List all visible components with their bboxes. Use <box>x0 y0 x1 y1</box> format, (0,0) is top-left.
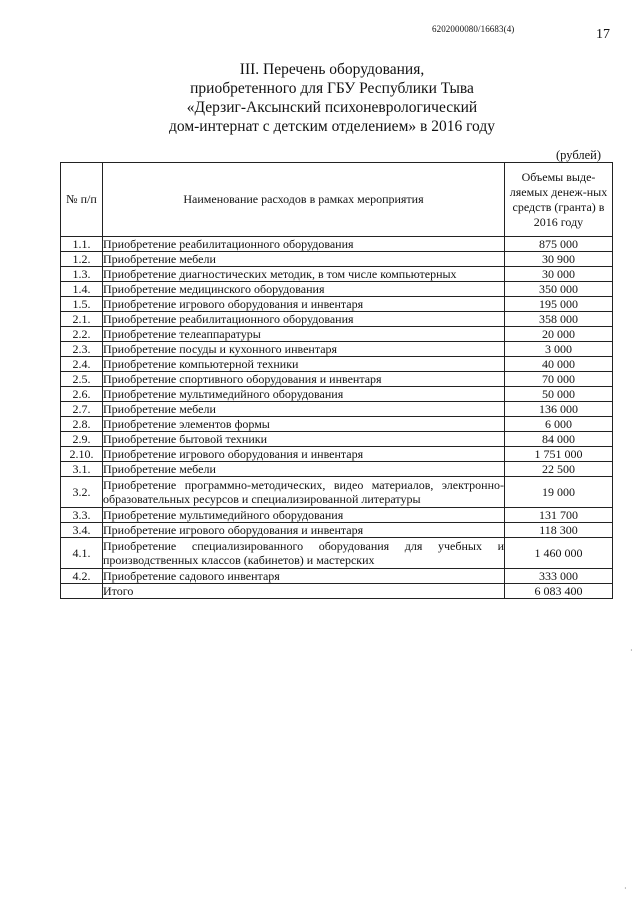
row-name: Приобретение программно-методических, видео материалов, электронно-образовательных ресурсов и специализированной литературы <box>103 478 504 506</box>
title-line: дом-интернат с детским отделением» в 2016 году <box>169 118 495 135</box>
table-row <box>61 357 613 372</box>
row-name: Приобретение мебели <box>103 252 505 267</box>
table-row <box>61 462 613 477</box>
table-row <box>61 569 613 584</box>
row-number: 2.4. <box>61 357 103 372</box>
table-row <box>61 327 613 342</box>
row-name: Приобретение игрового оборудования и инвентаря <box>103 523 505 538</box>
title-line: «Дерзиг-Аксынский психоневрологический <box>186 99 478 116</box>
row-number: 4.2. <box>61 569 103 584</box>
row-amount: 70 000 <box>505 372 613 387</box>
row-number: 1.5. <box>61 297 103 312</box>
row-name: Приобретение мультимедийного оборудования <box>103 508 505 523</box>
scan-mark: · <box>630 646 633 655</box>
row-number: 3.3. <box>61 508 103 523</box>
row-name: Приобретение мебели <box>103 402 505 417</box>
table-row <box>61 523 613 538</box>
row-amount: 6 000 <box>505 417 613 432</box>
row-number: 2.6. <box>61 387 103 402</box>
row-name: Приобретение игрового оборудования и инвентаря <box>103 297 505 312</box>
title-line: приобретенного для ГБУ Республики Тыва <box>190 80 474 97</box>
row-number: 4.1. <box>61 538 103 569</box>
header-amount: Объемы выде-ляемых денеж-ных средств (гранта) в 2016 году <box>505 163 613 237</box>
table-row <box>61 417 613 432</box>
row-number: 2.7. <box>61 402 103 417</box>
equipment-table <box>60 162 613 599</box>
row-name: Приобретение элементов формы <box>103 417 505 432</box>
row-number: 1.1. <box>61 237 103 252</box>
table-row <box>61 237 613 252</box>
table-row <box>61 312 613 327</box>
row-name: Приобретение бытовой техники <box>103 432 505 447</box>
table-row <box>61 402 613 417</box>
table-row <box>61 447 613 462</box>
row-name: Приобретение посуды и кухонного инвентаря <box>103 342 505 357</box>
title-line: III. Перечень оборудования, <box>239 61 425 78</box>
page-number: 17 <box>596 27 610 42</box>
row-amount: 40 000 <box>505 357 613 372</box>
table-header-row <box>61 163 613 237</box>
row-number: 2.1. <box>61 312 103 327</box>
row-amount: 131 700 <box>505 508 613 523</box>
row-number: 3.4. <box>61 523 103 538</box>
row-amount: 3 000 <box>505 342 613 357</box>
row-amount: 20 000 <box>505 327 613 342</box>
header-number: № п/п <box>61 163 103 237</box>
unit-label: (рублей) <box>556 148 602 162</box>
row-name: Приобретение мультимедийного оборудования <box>103 387 505 402</box>
row-number: 1.3. <box>61 267 103 282</box>
row-name: Приобретение диагностических методик, в том числе компьютерных <box>103 267 505 282</box>
row-amount: 19 000 <box>505 477 613 508</box>
total-number <box>61 584 103 599</box>
row-amount: 22 500 <box>505 462 613 477</box>
row-number: 1.2. <box>61 252 103 267</box>
row-name: Приобретение специализированного оборудования для учебных и производственных классов (кабинетов) и мастерских <box>103 539 504 567</box>
scan-mark: · <box>624 884 627 893</box>
table-row <box>61 432 613 447</box>
row-number: 3.1. <box>61 462 103 477</box>
row-amount: 875 000 <box>505 237 613 252</box>
row-amount: 84 000 <box>505 432 613 447</box>
row-amount: 1 460 000 <box>505 538 613 569</box>
table-row <box>61 538 613 569</box>
row-number: 2.9. <box>61 432 103 447</box>
row-number: 2.2. <box>61 327 103 342</box>
row-amount: 1 751 000 <box>505 447 613 462</box>
table-row <box>61 477 613 508</box>
total-amount: 6 083 400 <box>505 584 613 599</box>
row-name: Приобретение телеаппаратуры <box>103 327 505 342</box>
row-name: Приобретение спортивного оборудования и инвентаря <box>103 372 505 387</box>
row-amount: 136 000 <box>505 402 613 417</box>
row-name: Приобретение садового инвентаря <box>103 569 505 584</box>
row-name: Приобретение медицинского оборудования <box>103 282 505 297</box>
row-amount: 30 000 <box>505 267 613 282</box>
row-number: 2.10. <box>61 447 103 462</box>
row-amount: 50 000 <box>505 387 613 402</box>
table-row <box>61 282 613 297</box>
table-row <box>61 252 613 267</box>
row-number: 3.2. <box>61 477 103 508</box>
row-name: Приобретение реабилитационного оборудования <box>103 312 505 327</box>
total-label: Итого <box>103 584 505 599</box>
row-amount: 30 900 <box>505 252 613 267</box>
table-body <box>61 237 613 599</box>
row-amount: 118 300 <box>505 523 613 538</box>
table-row <box>61 342 613 357</box>
row-amount: 358 000 <box>505 312 613 327</box>
row-name: Приобретение реабилитационного оборудования <box>103 237 505 252</box>
row-amount: 333 000 <box>505 569 613 584</box>
row-name: Приобретение мебели <box>103 462 505 477</box>
row-amount: 195 000 <box>505 297 613 312</box>
row-number: 1.4. <box>61 282 103 297</box>
table-row <box>61 508 613 523</box>
table-row <box>61 372 613 387</box>
table-row <box>61 387 613 402</box>
row-name: Приобретение игрового оборудования и инвентаря <box>103 447 505 462</box>
table-total-row <box>61 584 613 599</box>
document-title <box>0 60 640 136</box>
row-number: 2.8. <box>61 417 103 432</box>
document-code: 6202000080/16683(4) <box>432 24 515 34</box>
row-name: Приобретение компьютерной техники <box>103 357 505 372</box>
row-number: 2.5. <box>61 372 103 387</box>
table-row <box>61 267 613 282</box>
row-amount: 350 000 <box>505 282 613 297</box>
header-name: Наименование расходов в рамках мероприятия <box>103 163 505 237</box>
table-row <box>61 297 613 312</box>
row-number: 2.3. <box>61 342 103 357</box>
